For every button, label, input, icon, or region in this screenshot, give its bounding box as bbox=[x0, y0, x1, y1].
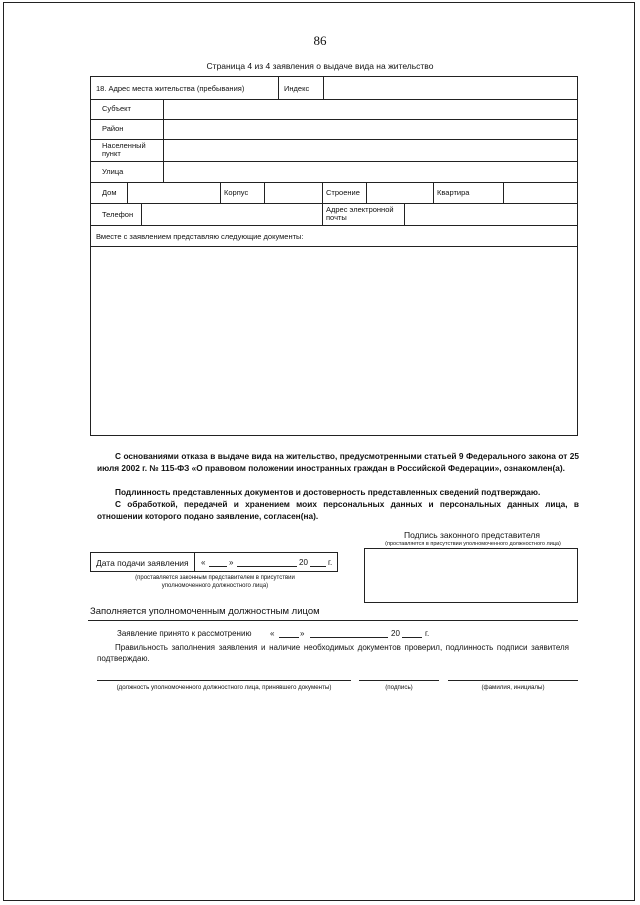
accepted-day-field[interactable] bbox=[279, 637, 299, 638]
submission-year-field[interactable] bbox=[310, 566, 326, 567]
page-heading: Страница 4 из 4 заявления о выдаче вида на жительство bbox=[206, 61, 434, 71]
email-label: Адрес электронной почты bbox=[326, 205, 394, 222]
subject-field[interactable] bbox=[165, 100, 575, 118]
building-field[interactable] bbox=[266, 183, 321, 202]
official-signature-field[interactable] bbox=[359, 680, 439, 681]
street-field[interactable] bbox=[165, 162, 575, 181]
submission-day-field[interactable] bbox=[209, 566, 227, 567]
official-section-title: Заполняется уполномоченным должностным лицом bbox=[90, 606, 320, 617]
structure-label: Строение bbox=[326, 188, 360, 197]
subject-label: Субъект bbox=[102, 104, 131, 113]
address-form-table bbox=[90, 76, 578, 436]
submission-date-note: (проставляется законным представителем в присутствии уполномоченного должностного лица) bbox=[135, 575, 295, 589]
submission-date-label: Дата подачи заявления bbox=[96, 558, 189, 568]
accepted-open-quote: « bbox=[270, 629, 275, 638]
accepted-close-quote: » bbox=[300, 629, 305, 638]
phone-label: Телефон bbox=[102, 210, 134, 219]
accepted-century: 20 bbox=[391, 629, 400, 638]
representative-signature-title: Подпись законного представителя bbox=[404, 530, 540, 540]
building-label: Корпус bbox=[224, 188, 249, 197]
name-caption: (фамилия, инициалы) bbox=[481, 684, 545, 691]
submission-month-field[interactable] bbox=[237, 566, 297, 567]
phone-field[interactable] bbox=[143, 204, 321, 224]
verification-text: Правильность заполнения заявления и наличие необходимых документов проверил, подлинность подписи заявителя подтверждаю. bbox=[97, 643, 569, 663]
submission-year-suffix: г. bbox=[328, 558, 333, 567]
representative-signature-note: (проставляется в присутствии уполномоченного должностного лица) bbox=[385, 541, 561, 547]
section-18-label: 18. Адрес места жительства (пребывания) bbox=[96, 84, 245, 93]
refusal-grounds-statement: С основаниями отказа в выдаче вида на жительство, предусмотренными статьей 9 Федерального закона от 25 июля 2002 г. № 115-ФЗ «О правовом положении иностранных граждан в Российской Федерации», ознакомлен(а). bbox=[97, 451, 579, 473]
submission-century: 20 bbox=[299, 558, 308, 567]
email-field[interactable] bbox=[406, 204, 575, 224]
submission-date-close-quote: » bbox=[229, 558, 234, 567]
index-field[interactable] bbox=[325, 78, 575, 98]
position-caption: (должность уполномоченного должностного лица, принявшего документы) bbox=[116, 684, 332, 691]
district-field[interactable] bbox=[165, 120, 575, 138]
accepted-label: Заявление принято к рассмотрению bbox=[117, 629, 252, 638]
signature-caption: (подпись) bbox=[385, 684, 413, 691]
documents-label: Вместе с заявлением представляю следующие документы: bbox=[96, 232, 304, 241]
representative-signature-box[interactable] bbox=[364, 548, 578, 603]
apartment-label: Квартира bbox=[437, 188, 470, 197]
official-name-field[interactable] bbox=[448, 680, 578, 681]
accepted-year-suffix: г. bbox=[425, 629, 430, 638]
accepted-year-field[interactable] bbox=[402, 637, 422, 638]
house-field[interactable] bbox=[129, 183, 219, 202]
locality-field[interactable] bbox=[165, 140, 575, 160]
official-section-divider bbox=[88, 620, 578, 621]
submission-date-open-quote: « bbox=[201, 558, 206, 567]
consent-statement: С обработкой, передачей и хранением моих персональных данных и персональных данных лица, в отношении которого подано заявление, согласен(на). bbox=[97, 499, 579, 521]
official-position-field[interactable] bbox=[97, 680, 351, 681]
street-label: Улица bbox=[102, 167, 124, 176]
apartment-field[interactable] bbox=[505, 183, 575, 202]
house-label: Дом bbox=[102, 188, 117, 197]
index-label: Индекс bbox=[284, 84, 310, 93]
authenticity-statement: Подлинность представленных документов и достоверность представленных сведений подтверждаю. bbox=[115, 487, 541, 497]
page-number: 86 bbox=[313, 33, 327, 48]
district-label: Район bbox=[102, 124, 124, 133]
accepted-month-field[interactable] bbox=[310, 637, 388, 638]
documents-list-area[interactable] bbox=[93, 248, 575, 434]
structure-field[interactable] bbox=[368, 183, 432, 202]
locality-label: Населенный пункт bbox=[102, 141, 146, 158]
